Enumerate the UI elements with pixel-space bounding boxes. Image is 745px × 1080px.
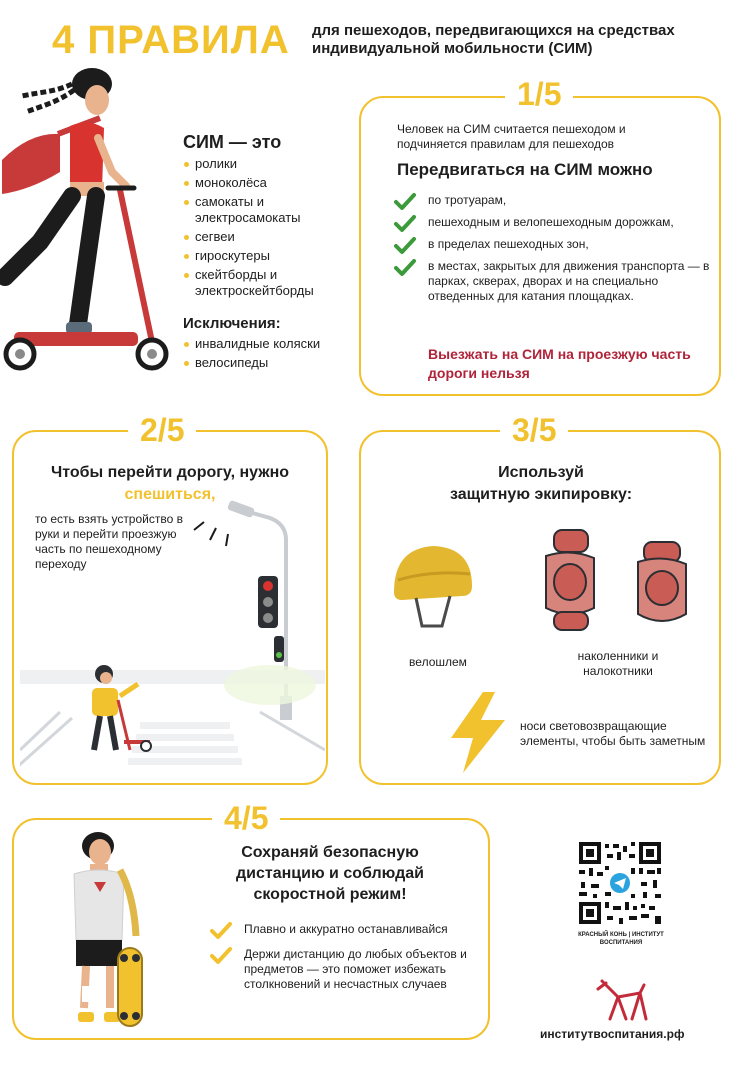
rule2-text: то есть взять устройство в руки и перейти проезжую часть по пешеходному переходу	[35, 512, 183, 571]
pads-label: наколенники и налокотники	[577, 649, 659, 678]
rule1-list	[394, 193, 714, 311]
list-item-label: в местах, закрытых для движения транспорта — в парках, скверах, дворах и на специально отведенных для катания площадках.	[428, 259, 710, 303]
check-icon	[394, 193, 416, 211]
horse-logo-icon	[592, 975, 650, 1021]
page-subtitle: для пешеходов, передвигающихся на средствах индивидуальной мобильности (СИМ)	[312, 22, 675, 57]
list-item	[394, 193, 714, 208]
rule3-heading	[362, 462, 720, 506]
sim-list	[183, 156, 358, 302]
page-title: 4 ПРАВИЛА	[52, 18, 290, 62]
check-icon	[210, 922, 232, 940]
site-link[interactable]: институтвоспитания.рф	[540, 1027, 685, 1041]
crosswalk-illustration	[20, 500, 325, 770]
rule2-heading-text: Чтобы перейти дорогу, нужно	[50, 464, 290, 481]
list-item: скейтборды и электроскейтборды	[183, 267, 358, 299]
list-item	[394, 215, 714, 230]
rule2-number: 2/5	[128, 412, 196, 448]
exceptions-list	[183, 336, 358, 374]
rule3-number: 3/5	[500, 412, 568, 448]
lightning-icon	[445, 690, 510, 775]
list-item: сегвеи	[183, 229, 358, 245]
check-icon	[210, 947, 232, 965]
rule4-list	[210, 922, 480, 1002]
list-item: самокаты и электросамокаты	[183, 194, 358, 226]
list-item-label: Держи дистанцию до любых объектов и предметов — это поможет избежать столкновений и несчастных случаев	[244, 947, 467, 991]
check-icon	[394, 215, 416, 233]
rule1-intro: Человек на СИМ считается пешеходом и подчиняется правилам для пешеходов	[397, 122, 626, 151]
list-item	[394, 237, 714, 252]
list-item: велосипеды	[183, 355, 358, 371]
list-item-label: по тротуарам,	[428, 193, 507, 207]
rule1-heading: Передвигаться на СИМ можно	[397, 160, 653, 179]
woman-scooter-illustration	[0, 62, 180, 382]
traffic-light-icon	[258, 576, 284, 662]
rule4-number: 4/5	[212, 800, 280, 836]
list-item-label: пешеходным и велопешеходным дорожкам,	[428, 215, 674, 229]
qr-code-icon[interactable]	[577, 840, 663, 926]
list-item-label: в пределах пешеходных зон,	[428, 237, 589, 251]
list-item	[210, 922, 480, 937]
rule3-heading-line1: Используй	[498, 464, 584, 481]
skateboarder-illustration	[60, 826, 180, 1032]
list-item	[394, 259, 714, 304]
list-item: гироскутеры	[183, 248, 358, 264]
list-item: ролики	[183, 156, 358, 172]
qr-caption: КРАСНЫЙ КОНЬ | ИНСТИТУТ ВОСПИТАНИЯ	[578, 932, 664, 946]
list-item-label: Плавно и аккуратно останавливайся	[244, 922, 448, 936]
list-item	[210, 947, 480, 992]
helmet-label: велошлем	[409, 655, 467, 669]
list-item: моноколёса	[183, 175, 358, 191]
list-item: инвалидные коляски	[183, 336, 358, 352]
check-icon	[394, 237, 416, 255]
exceptions-title: Исключения:	[183, 315, 281, 332]
sim-title: СИМ — это	[183, 132, 282, 152]
rule3-heading-line2: защитную экипировку:	[449, 486, 633, 503]
reflective-text: носи световозвращающие элементы, чтобы быть заметным	[520, 719, 706, 748]
rule2-highlight: спешиться,	[124, 486, 216, 503]
helmet-icon	[388, 540, 478, 635]
pad-icon	[540, 528, 600, 633]
rule1-warning: Выезжать на СИМ на проезжую часть дороги нельзя	[428, 346, 691, 381]
rule1-number: 1/5	[505, 76, 573, 112]
check-icon	[394, 259, 416, 277]
pad-icon	[632, 540, 692, 635]
rule4-heading: Сохраняй безопасную дистанцию и соблюдай скоростной режим!	[235, 844, 424, 903]
